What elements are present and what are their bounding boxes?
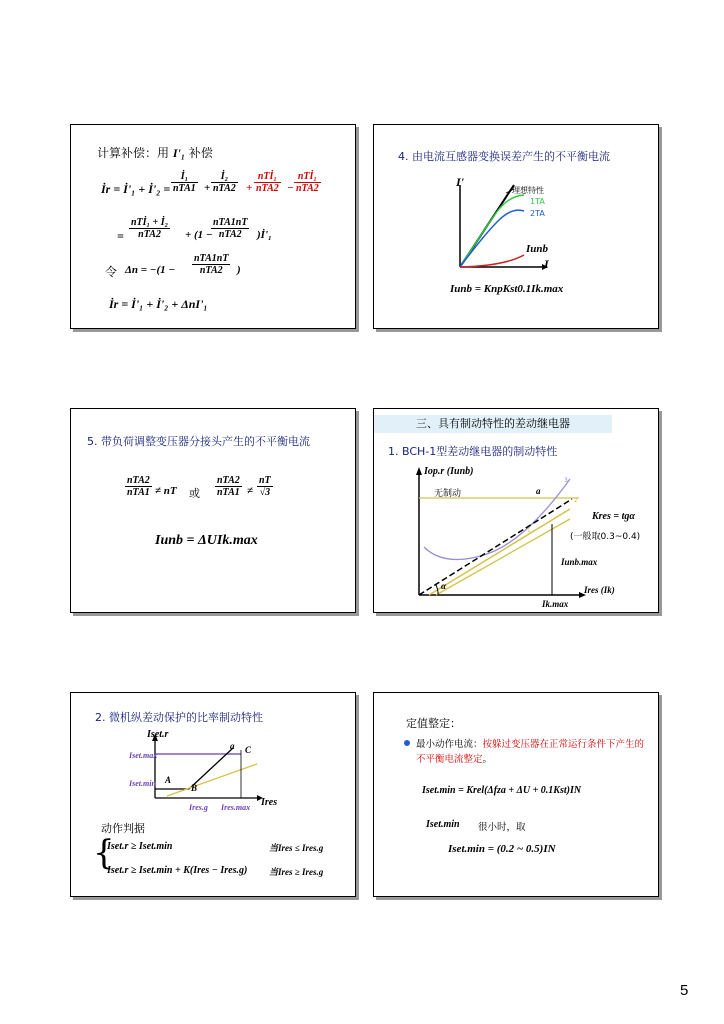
ct-error-chart	[374, 125, 658, 328]
formula-1: Iset.min = Krel(Δfza + ΔU + 0.1Kst)IN	[422, 785, 582, 796]
eq4: İr = İ'₁ + İ'₂ + ΔnI'₁	[109, 297, 208, 311]
unbmax-label: Iunb.max	[561, 557, 598, 567]
point-c: C	[245, 745, 252, 755]
curve-label-3: 3	[564, 477, 568, 484]
brace: {	[93, 833, 115, 873]
setmin-label: Iset.min	[129, 779, 156, 788]
formula-2: Iset.min = (0.2 ~ 0.5)IN	[448, 843, 556, 855]
page-number: 5	[680, 982, 689, 999]
y-label: I'	[456, 175, 465, 189]
cond3-frac: $\frac{nT}{√3}$	[259, 475, 271, 498]
minus-1: −	[287, 182, 294, 194]
slide5-title: 2. 微机纵差动保护的比率制动特性	[95, 711, 263, 724]
slide-bch1	[373, 408, 659, 613]
slide6-title: 定值整定：	[406, 717, 461, 730]
eq1-frac4: nTİ₁ nTA2	[296, 171, 319, 194]
point-a: a	[536, 486, 541, 496]
kres-label: Kres = tgα	[592, 511, 635, 522]
ta1-curve	[460, 195, 524, 267]
slide2-formula: Iunb = KnpKst0.1Ik.max	[450, 283, 564, 295]
slide-ratio-restraint	[70, 692, 356, 897]
judge-label: 动作判据	[101, 822, 145, 835]
y-label: Iset.r	[147, 729, 169, 740]
legend-1ta: 1TA	[530, 197, 545, 206]
eq1-lhs: İr = İ'₁ + İ'₂ =	[101, 182, 171, 196]
no-brake-label: 无制动	[434, 489, 462, 499]
eq1-frac3: nTİ₁ nTA2	[256, 171, 279, 194]
slope-yellow	[167, 764, 257, 796]
unb-curve	[460, 255, 524, 267]
slide3-title: 5. 带负荷调整变压器分接头产生的不平衡电流	[87, 435, 310, 448]
slide1-title: 计算补偿：用 I'₁ 补偿	[97, 146, 213, 160]
curve-2	[436, 519, 570, 595]
condition-2: 当Ires ≥ Ires.g	[269, 867, 324, 877]
eq2-eq: =	[117, 229, 124, 243]
slide-setting	[373, 692, 659, 897]
point-B: B	[191, 783, 198, 793]
legend-2ta: 2TA	[530, 209, 545, 218]
bullet-dot	[404, 740, 410, 746]
kres-note: (一般取0.3~0.4)	[570, 532, 641, 542]
plus-2: +	[246, 182, 253, 194]
eq1-frac1: İ₁ nTA1	[173, 171, 196, 194]
x-label: Ires	[261, 797, 278, 808]
eq1-frac2: İ₂ nTA2	[213, 171, 236, 194]
slide4-title: 1. BCH-1型差动继电器的制动特性	[388, 445, 558, 458]
slide-tap-changer	[70, 408, 356, 613]
cond1-frac: nTA2 nTA1	[127, 475, 150, 498]
slide-compensation	[70, 124, 356, 329]
small-lead: Iset.min	[426, 819, 460, 830]
legend-ideal: 理想特性	[512, 186, 544, 195]
eq3-frac: nTA1nT nTA2	[194, 253, 229, 276]
condition-1: 当Ires ≤ Ires.g	[269, 843, 324, 853]
slide3-formula: Iunb = ΔUIk.max	[155, 533, 258, 548]
curve-1	[429, 509, 570, 595]
cond2-frac: nTA2 nTA1	[217, 475, 240, 498]
eq3-tail: )	[237, 264, 241, 276]
cond1-ne: ≠ nT	[155, 485, 177, 497]
eq3-lhs: Δn = −(1 −	[125, 264, 176, 276]
or-label: 或	[189, 487, 200, 500]
curve-label-2: 2	[574, 497, 578, 504]
point-a: a	[230, 741, 235, 751]
small-text: 很小时，取	[478, 822, 526, 833]
y-axis-arrow	[416, 467, 422, 475]
resmax-label: Ires.max	[221, 803, 251, 812]
curve-label-1: 1	[527, 527, 531, 534]
x-label: I	[544, 257, 549, 271]
kmax-label: Ik.max	[542, 599, 569, 609]
criterion-2: Iset.r ≥ Iset.min + K(Ires − Ires.g)	[107, 865, 248, 876]
eq2-mid: + (1 −	[185, 229, 213, 241]
slide2-title: 4. 由电流互感器变换误差产生的不平衡电流	[398, 150, 610, 163]
criterion-1: Iset.r ≥ Iset.min	[107, 841, 173, 852]
slide4-header: 三、具有制动特性的差动继电器	[374, 415, 612, 433]
eq2-tail: )İ'₁	[257, 229, 272, 241]
x-label: Ires (Ik)	[584, 585, 615, 595]
plus-1: +	[204, 182, 211, 194]
cond2-ne: ≠	[247, 485, 254, 497]
setmax-label: Iset.max	[129, 751, 158, 760]
bullet-text: 最小动作电流：按躲过变压器在正常运行条件下产生的不平衡电流整定。	[416, 739, 645, 765]
eq2-frac2: nTA1nT nTA2	[213, 217, 248, 240]
y-label: Iop.r (Iunb)	[424, 466, 474, 477]
unb-label: Iunb	[526, 243, 549, 255]
point-A: A	[165, 775, 172, 785]
let-label: 令	[105, 265, 118, 279]
alpha-label: α	[441, 581, 446, 591]
eq2-frac1: nTİ₁ + İ₂ nTA2	[131, 217, 169, 240]
resg-label: Ires.g	[189, 803, 208, 812]
slide-ct-error	[373, 124, 659, 329]
